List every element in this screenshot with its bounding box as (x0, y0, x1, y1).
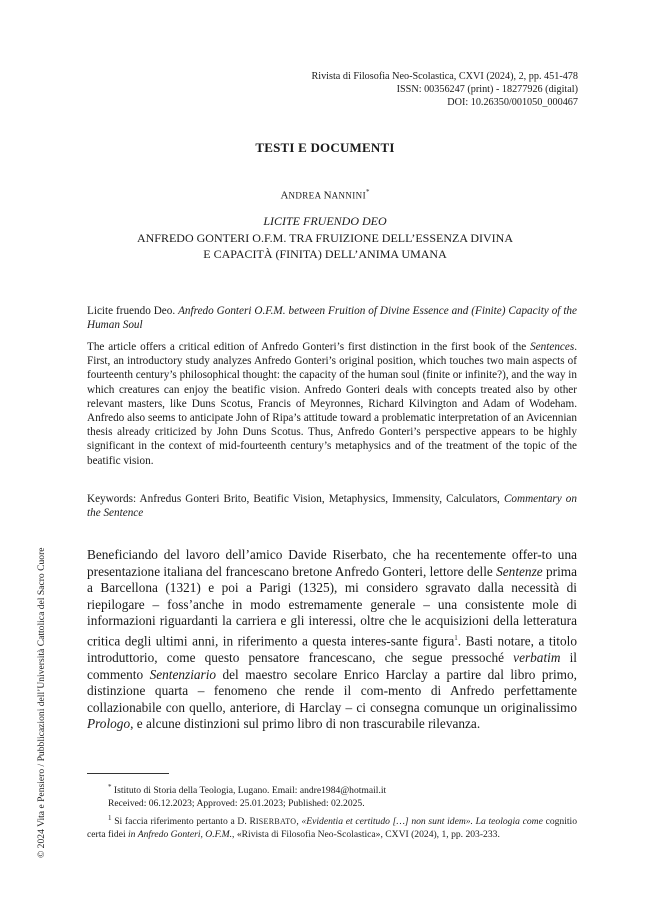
footnote-1-smallcaps: ISERBATO (255, 817, 297, 827)
footnote-1-marker: 1 (108, 814, 112, 822)
doi-line: DOI: 10.26350/001050_000467 (447, 97, 578, 109)
english-title-italic: Anfredo Gonteri O.F.M. between Fruition of Divine Essence and (Finite) Capacity of the Human Soul (87, 305, 577, 331)
journal-header (158, 70, 578, 110)
footnote-ref-1[interactable]: 1 (454, 633, 458, 642)
footnote-1-text-b: , (296, 816, 302, 828)
body-italic-3: Sentenziario (149, 666, 217, 682)
body-text-5: del maestro secolare Enrico Harclay a partire dal libro primo, distinzione quarta – fenomeno che rende il com-mento di Anfredo perfettamente collazionabile con quello, anteriore, di Harclay – ci consegna comunque un originalissimo (87, 666, 577, 715)
body-italic-1: Sentenze (496, 563, 543, 579)
footnote-1-italic-1: «Evidentia et certitudo […] non sunt idem». La teologia come (301, 816, 543, 828)
body-text-6: , e alcune distinzioni sul primo libro di non trascurabile rilevanza. (130, 716, 481, 732)
article-subtitle-line2: E CAPACITÀ (FINITA) DELL’ANIMA UMANA (203, 246, 447, 261)
footnote-star-line1 (108, 781, 578, 797)
body-text-4: il commento (87, 649, 577, 682)
copyright-sidebar: © 2024 Vita e Pensiero / Pubblicazioni dell’Università Cattolica del Sacro Cuore (36, 547, 47, 858)
body-paragraph (87, 547, 577, 733)
footnote-1-text-d: , «Rivista di Filosofia Neo-Scolastica», CXVI (2024), 1, pp. 203-233. (232, 829, 500, 841)
body-text-2: prima a Barcellona (1321) e poi a Parigi (1325), mi considero sgravato dalla necessità di riepilogare – foss’anche in modo estremamente generale – una consistente mole di informazioni riguardanti la carriera e gli interessi, oltre che le acquisizioni della letteratura critica degli ultimi anni, in riferimento a questa interes-sante figura (87, 563, 578, 649)
body-italic-4: Prologo (87, 716, 131, 732)
footnote-star (108, 781, 578, 810)
body-text-1: Beneficiando del lavoro dell’amico Davide Riserbato, che ha recentemente offer-to una presentazione italiana del francescano bretone Anfredo Gonteri, lettore delle (87, 547, 577, 579)
abstract-part2: . First, an introductory study analyzes Anfredo Gonteri’s original position, which touches two main aspects of fourteenth century’s philosophical thought: the capacity of the human soul (finite or infinite?), and the way in which creatures can enjoy the beatific vision. Anfredo Gonteri deals with concepts treated also by other relevant masters, like Duns Scotus, Francis of Meyronnes, Richard Kilvington and Adam of Wodeham. Anfredo also seems to anticipate John of Ripa’s attitude toward a problematic interpretation of an Avicennian thesis already criticized by John Duns Scotus. Thus, Anfredo Gonteri’s perspective appears to be highly significant in the context of mid-fourteenth century’s metaphysics and of the treatment of the topic of the beatific vision. (87, 341, 577, 467)
footnote-divider (87, 773, 169, 774)
author-name (0, 188, 650, 202)
footnote-star-text: Istituto di Storia della Teologia, Lugano. Email: andre1984@hotmail.it (111, 785, 387, 797)
footnote-1 (87, 812, 577, 841)
keywords-italic: Commentary on the Sentence (87, 493, 577, 519)
footnote-1-indent (87, 816, 108, 827)
author-last-rest: ANNINI (331, 190, 366, 201)
abstract (87, 340, 577, 468)
keywords-label: Keywords: Anfredus Gonteri Brito, Beatific Vision, Metaphysics, Immensity, Calculators, (87, 493, 504, 505)
article-subtitle-line1: ANFREDO GONTERI O.F.M. TRA FRUIZIONE DELL’ESSENZA DIVINA (136, 231, 514, 245)
author-first-initial: A (280, 189, 289, 202)
article-title-italic: LICITE FRUENDO DEO (263, 214, 387, 228)
footnote-star-line2: Received: 06.12.2023; Approved: 25.01.2023; Published: 02.2025. (108, 798, 365, 810)
footnote-1-italic-2: in Anfredo Gonteri, O.F.M. (128, 829, 233, 841)
body-text-3: . Basti notare, a titolo introduttorio, come questo pensatore francescano, che segue pressoché (87, 633, 577, 665)
author-footnote-marker[interactable]: * (365, 188, 370, 196)
footnote-1-text-a: Si faccia riferimento pertanto a D. R (111, 816, 256, 828)
keywords (87, 492, 577, 520)
issn-line: ISSN: 00356247 (print) - 18277926 (digital) (396, 84, 578, 96)
body-italic-2: verbatim (513, 649, 561, 665)
footnote-1-text-c: cognitio certa fidei (87, 816, 578, 841)
section-title: TESTI E DOCUMENTI (255, 140, 395, 155)
abstract-italic: Sentences (530, 341, 575, 353)
english-title-plain: Licite fruendo Deo. (87, 305, 179, 317)
english-title (87, 304, 577, 332)
footnote-star-marker: * (108, 783, 112, 791)
author-last-initial: N (323, 189, 332, 202)
journal-citation: Rivista di Filosofia Neo-Scolastica, CXVI (2024), 2, pp. 451-478 (311, 71, 578, 82)
author-first-rest: NDREA (288, 190, 324, 201)
article-subtitle (0, 231, 650, 262)
abstract-part1: The article offers a critical edition of Anfredo Gonteri’s first distinction in the first book of the (87, 341, 531, 353)
